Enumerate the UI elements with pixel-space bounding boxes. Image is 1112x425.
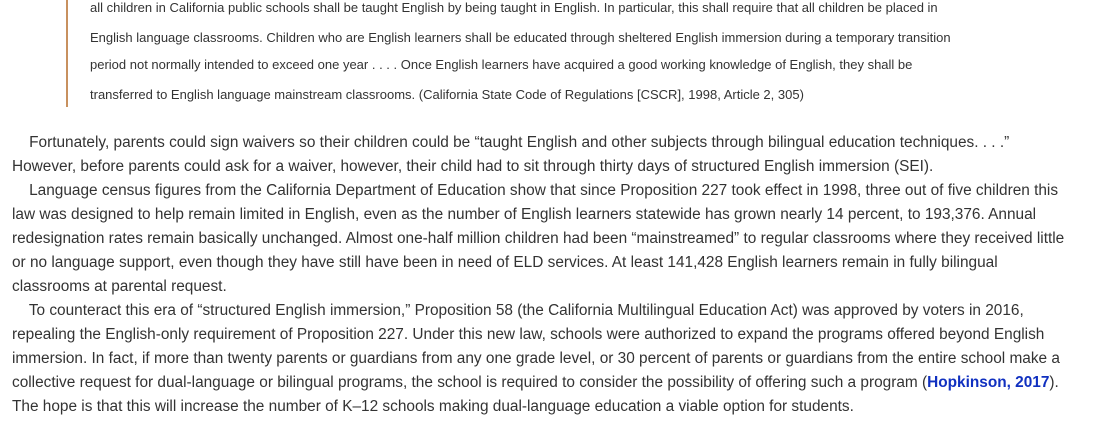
paragraph-line: However, before parents could ask for a waiver, however, their child had to sit through thirty days of structured English immersion (SEI). (12, 158, 934, 175)
paragraph-line: classrooms at parental request. (12, 278, 227, 295)
citation-link[interactable]: Hopkinson, 2017 (927, 374, 1050, 391)
paragraph-line: or no language support, even though they have still have been in need of ELD services. At least 141,428 English learners remain in fully bilingual (12, 254, 998, 271)
citation-text-before: collective request for dual-language or bilingual programs, the school is required to consider the possibility of offering such a program ( (12, 374, 928, 391)
paragraph-line: Language census figures from the California Department of Education show that since Proposition 227 took effect in 1998, three out of five children this (12, 182, 1059, 199)
quote-line: all children in California public schools shall be taught English by being taught in English. In particular, this shall require that all children be placed in (90, 0, 938, 15)
paragraph-line: To counteract this era of “structured English immersion,” Proposition 58 (the California Multilingual Education Act) was approved by voters in 2016, (12, 302, 1024, 319)
quote-line: transferred to English language mainstream classrooms. (California State Code of Regulations [CSCR], 1998, Article 2, 305) (90, 87, 804, 102)
paragraph-line: redesignation rates remain basically unchanged. Almost one-half million children had been “mainstreamed” to regular classrooms where they received little (12, 230, 1065, 247)
citation-text-after: ). (1049, 374, 1059, 391)
paragraph-line: law was designed to help remain limited in English, even as the number of English learners statewide has grown nearly 14 percent, to 193,376. Annual (12, 206, 1037, 223)
paragraph-line-with-citation (12, 374, 1059, 392)
paragraph-line: Fortunately, parents could sign waivers so their children could be “taught English and other subjects through bilingual education techniques. . . .” (12, 134, 1010, 151)
quote-line: English language classrooms. Children who are English learners shall be educated through sheltered English immersion during a temporary transition (90, 30, 951, 45)
block-quote (66, 0, 1066, 107)
paragraph-line: The hope is that this will increase the number of K–12 schools making dual-language education a viable option for students. (12, 398, 854, 415)
paragraph-line: repealing the English-only requirement of Proposition 227. Under this new law, schools were authorized to expand the programs offered beyond English (12, 326, 1045, 343)
quote-line: period not normally intended to exceed one year . . . . Once English learners have acquired a good working knowledge of English, they shall be (90, 57, 913, 72)
paragraph-line: immersion. In fact, if more than twenty parents or guardians from any one grade level, or 30 percent of parents or guardians from the entire school make a (12, 350, 1060, 367)
